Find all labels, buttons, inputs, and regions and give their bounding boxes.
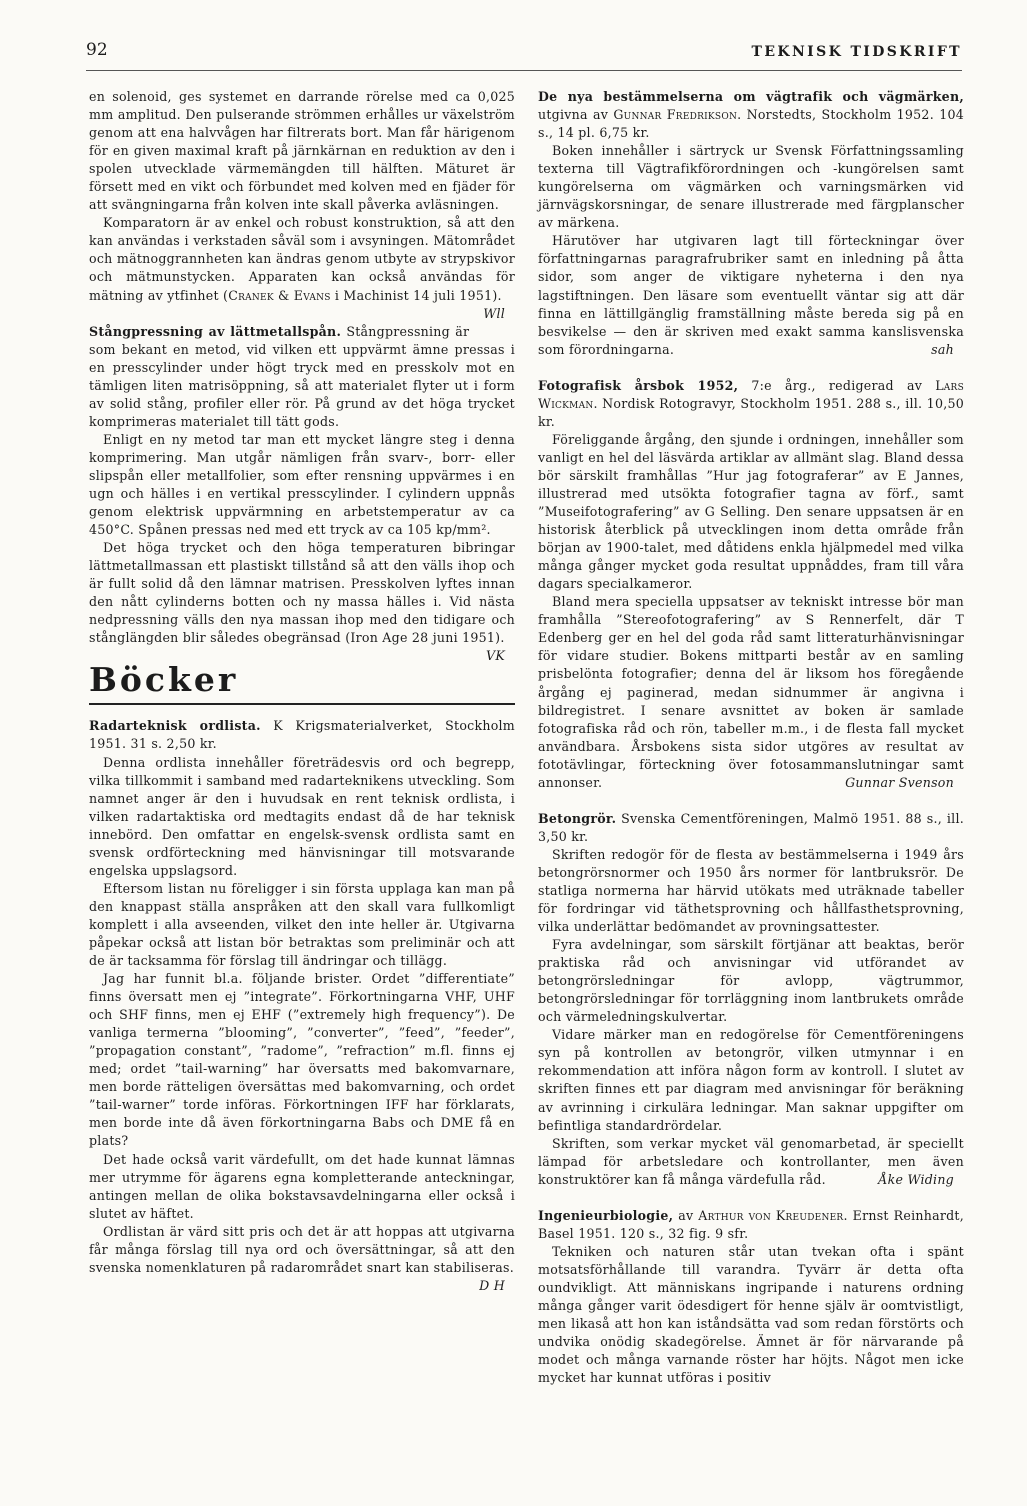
left-column xyxy=(89,88,515,1295)
intro-paragraph: en solenoid, ges systemet en darrande rörelse med ca 0,025 mm amplitud. Den pulserande strömmen erhålles ur växelström genom att ena halvvågen har filtrerats bort. Man får härigenom för en given maximal kraft på järnkärnan en reduktion av den i spolen utvecklade värmemängden till hälften. Mäturet är försett med en vikt och förbundet med kolven med en fjäder för att svängningarna från kolven inte skall påverka avläsningen. xyxy=(89,89,515,213)
signature: D H xyxy=(479,1277,505,1293)
review-author: Lars Wickman xyxy=(538,377,964,411)
review-paragraph: Eftersom listan nu föreligger i sin första upplaga kan man på den knappast ställa anspråken att den skall vara fullkomligt komplett i alla avseenden, vilket den inte heller är. Utgivarna påpekar också att listan bör betraktas som preliminär och att de är tacksamma för förslag till ändringar och tillägg. xyxy=(89,880,515,969)
section-heading: Böcker xyxy=(89,661,515,705)
intro-paragraph: Komparatorn är av enkel och robust konstruktion, så att den kan användas i verkstaden såväl som i avsyningen. Mätområdet och mätnoggrannheten kan ändras genom utbyte av strypskivor och mätmunstycken. Apparaten kan också användas för mätning av ytfinhet (Cranek & Evans i Machinist 14 juli 1951). Wll xyxy=(89,214,515,304)
signature: VK xyxy=(485,648,505,664)
signature: Wll xyxy=(483,305,505,321)
review-vag-header: De nya bestämmelserna om vägtrafik och vägmärken, utgivna av Gunnar Fredrikson. Norstedts, Stockholm 1952. 104 s., 14 pl. 6,75 kr. xyxy=(538,89,964,141)
review-author: Arthur von Kreudener xyxy=(698,1207,844,1223)
review-paragraph: Skriften, som verkar mycket väl genomarbetad, är speciellt lämpad för arbetsledare och kontrollanter, men även konstruktörer kan få många värdefulla råd. Åke Widing xyxy=(538,1135,964,1189)
review-paragraph: Föreliggande årgång, den sjunde i ordningen, innehåller som vanligt en hel del läsvärda artiklar av allmänt slag. Bland dessa bör särskilt framhållas ”Hur jag fotograferar” av E Jannes, illustrerad med utsökta fotografier tagna av förf., samt ”Museifotografering” av G Selling. Den senare uppsatsen är en historisk återblick på utvecklingen inom detta område från början av 1900-talet, med dåtidens enkla hjälpmedel med vilka många gånger mycket goda resultat uppnåddes, fram till våra dagars specialkameror. xyxy=(538,431,964,592)
signature: Gunnar Svenson xyxy=(845,774,954,790)
review-paragraph: Skriften redogör för de flesta av bestämmelserna i 1949 års betongrörsnormer och 1950 års normer för lantbruksrör. De statliga normerna har härvid utökats med uträknade tabeller för fordringar vid täthetsprovning och hållfasthetsprovning, vilka underlättar bedömandet av provningsattester. xyxy=(538,846,964,935)
signature: sah xyxy=(931,341,954,357)
page-header xyxy=(86,40,962,71)
review-title: Radarteknisk ordlista. xyxy=(89,718,261,734)
review-paragraph: Denna ordlista innehåller företrädesvis ord och begrepp, vilka tillkommit i samband med radarteknikens utveckling. Som namnet anger är den i huvudsak en rent teknisk ordlista, i vilken radartaktiska ord medtagits endast då de har teknisk innebörd. Den omfattar en engelsk-svensk ordlista samt en svensk ordförteckning med hänvisningar till motsvarande engelska uppslagsord. xyxy=(89,754,515,878)
review-betong-header: Betongrör. Svenska Cementföreningen, Malmö 1951. 88 s., ill. 3,50 kr. xyxy=(538,810,964,844)
review-paragraph: Boken innehåller i särtryck ur Svensk Författningssamling texterna till Vägtrafikförordningen och -kungörelsen samt kungörelserna om vägmärken och varningsmärken vid järnvägskorsningar, de senare illustrerade med färgplanscher av märkena. xyxy=(538,143,964,231)
article-title: Stångpressning av lättmetallspån. xyxy=(89,323,342,339)
review-paragraph: Jag har funnit bl.a. följande brister. Ordet ”differentiate” finns översatt men ej ”integrate”. Förkortningarna VHF, UHF och SHF finns, men ej EHF (”extremely high frequency”). De vanliga termerna ”blooming”, ”converter”, ”feed”, ”feeder”, ”propagation constant”, ”radome”, ”refraction” m.fl. finns ej med; ordet ”tail-warning” har översatts med bakomvarnare, men borde rätteligen översättas med bakomvarning, och ordet ”tail-warner” torde införas. Förkortningen IFF har förklarats, men borde inte då även förkortningarna Babs och DME få en plats? xyxy=(89,971,515,1149)
review-paragraph: Tekniken och naturen står utan tvekan ofta i spänt motsatsförhållande till varandra. Tyvärr är detta ofta oundvikligt. Att människans ingripande i naturens ordning många gånger varit ödesdigert för henne själv är oomtvistligt, men likaså att hon kan iståndsätta vad som redan förstörts och undvika onödig skadegörelse. Ämnet är för närvarande på modet och många varnande röster har höjts. Något men icke mycket har kunnat utföras i positiv xyxy=(538,1243,964,1386)
review-radar-header: Radarteknisk ordlista. K Krigsmaterialverket, Stockholm 1951. 31 s. 2,50 kr. xyxy=(89,718,515,752)
reference-authors: Cranek & Evans xyxy=(228,287,331,303)
review-title: De nya bestämmelserna om vägtrafik och vägmärken, xyxy=(538,89,964,104)
review-paragraph: Ordlistan är värd sitt pris och det är att hoppas att utgivarna får många förslag till nya ord och översättningar, så att den svenska nomenklaturen på radarområdet snart kan stabiliseras. D H xyxy=(89,1223,515,1277)
review-ingenieur-header: Ingenieurbiologie, av Arthur von Kreudener. Ernst Reinhardt, Basel 1951. 120 s., 32 fig. 9 sfr. xyxy=(538,1207,964,1241)
review-foto-header: Fotografisk årsbok 1952, 7:e årg., redigerad av Lars Wickman. Nordisk Rotogravyr, Stockholm 1951. 288 s., ill. 10,50 kr. xyxy=(538,377,964,429)
review-title: Ingenieurbiologie, xyxy=(538,1207,674,1223)
article-paragraph: Enligt en ny metod tar man ett mycket längre steg i denna komprimering. Man utgår nämligen från svarv-, borr- eller slipspån eller metallfolier, som efter rensning uppvärmes i en ugn och hälles i en vertikal presscylinder. I cylindern uppnås genom elektrisk uppvärmning en arbetstemperatur av ca 450°C. Spånen pressas ned med ett tryck av ca 105 kp/mm². xyxy=(89,431,515,538)
review-paragraph: Bland mera speciella uppsatser av tekniskt intresse bör man framhålla ”Stereofotografering” av S Rennerfelt, där T Edenberg ger en hel del goda råd samt litteraturhänvisningar för vidare studier. Bokens mittparti består av en samling prisbelönta fotografier; denna del är liksom hos föregående årgång ej paginerad, medan sidnummer är angivna i bildregistret. I senare avsnittet av boken är samlade fotografiska råd och rön, tabeller m.m., i de flesta fall mycket användbara. Årsbokens sista sidor utgöres av resultat av fototävlingar, förteckning över fotosammanslutningar samt annonser. Gunnar Svenson xyxy=(538,593,964,792)
article-stangpressning: Stångpressning av lättmetallspån. Stångpressning är som bekant en metod, vid vilken ett uppvärmt ämne pressas i en presscylinder under högt tryck med en presskolv mot en tämligen liten matrisöppning, så att materialet flyter ut i form av solid stång, profiler eller rör. På grund av det höga trycket komprimeras materialet till tätt gods. xyxy=(89,323,515,429)
review-author: Gunnar Fredrikson xyxy=(613,107,738,123)
journal-title: TEKNISK TIDSKRIFT xyxy=(751,44,962,60)
review-title: Fotografisk årsbok 1952, xyxy=(538,377,739,393)
review-paragraph: Det hade också varit värdefullt, om det hade kunnat lämnas mer utrymme för ägarens egna kompletterande anteckningar, antingen mellan de olika bokstavsavdelningarna eller också i slutet av häftet. xyxy=(89,1151,515,1221)
review-paragraph: Fyra avdelningar, som särskilt förtjänar att beaktas, berör praktiska råd och anvisningar vid utförandet av betongrörsledningar för avlopp, vägtrummor, betongrörsledningar för torrläggning inom lantbrukets område och värmeledningskulvertar. xyxy=(538,937,964,1025)
review-paragraph: Härutöver har utgivaren lagt till förteckningar över författningarnas paragrafrubriker samt en inledning på åtta sidor, som anger de viktigare nyheterna i den nya lagstiftningen. Den läsare som eventuellt väntar sig att där finna en lättillgänglig framställning måste bereda sig på en besvikelse — den är skriven med exakt samma kanslisvenska som förordningarna. sah xyxy=(538,232,964,358)
right-column xyxy=(538,88,964,1387)
review-paragraph: Vidare märker man en redogörelse för Cementföreningens syn på kontrollen av betongrör, vilken utmynnar i en rekommendation att införa någon form av kontroll. I slutet av skriften finnes ett par diagram med anvisningar för beräkning av avrinning i cirkulära ledningar. Man saknar uppgifter om befintliga standardrördelar. xyxy=(538,1027,964,1133)
review-title: Betongrör. xyxy=(538,810,617,826)
signature: Åke Widing xyxy=(878,1171,954,1187)
article-paragraph: Det höga trycket och den höga temperaturen bibringar lättmetallmassan ett plastiskt tillstånd så att den välls ihop och är fullt solid då den lämnar matrisen. Presskolven lyftes innan den nått cylinderns botten och ny massa hälles i. Vid nästa nedpressning välls den nya massan ihop med den tidigare och stånglängden blir således obegränsad (Iron Age 28 juni 1951). VK xyxy=(89,539,515,647)
page-number: 92 xyxy=(86,40,108,60)
